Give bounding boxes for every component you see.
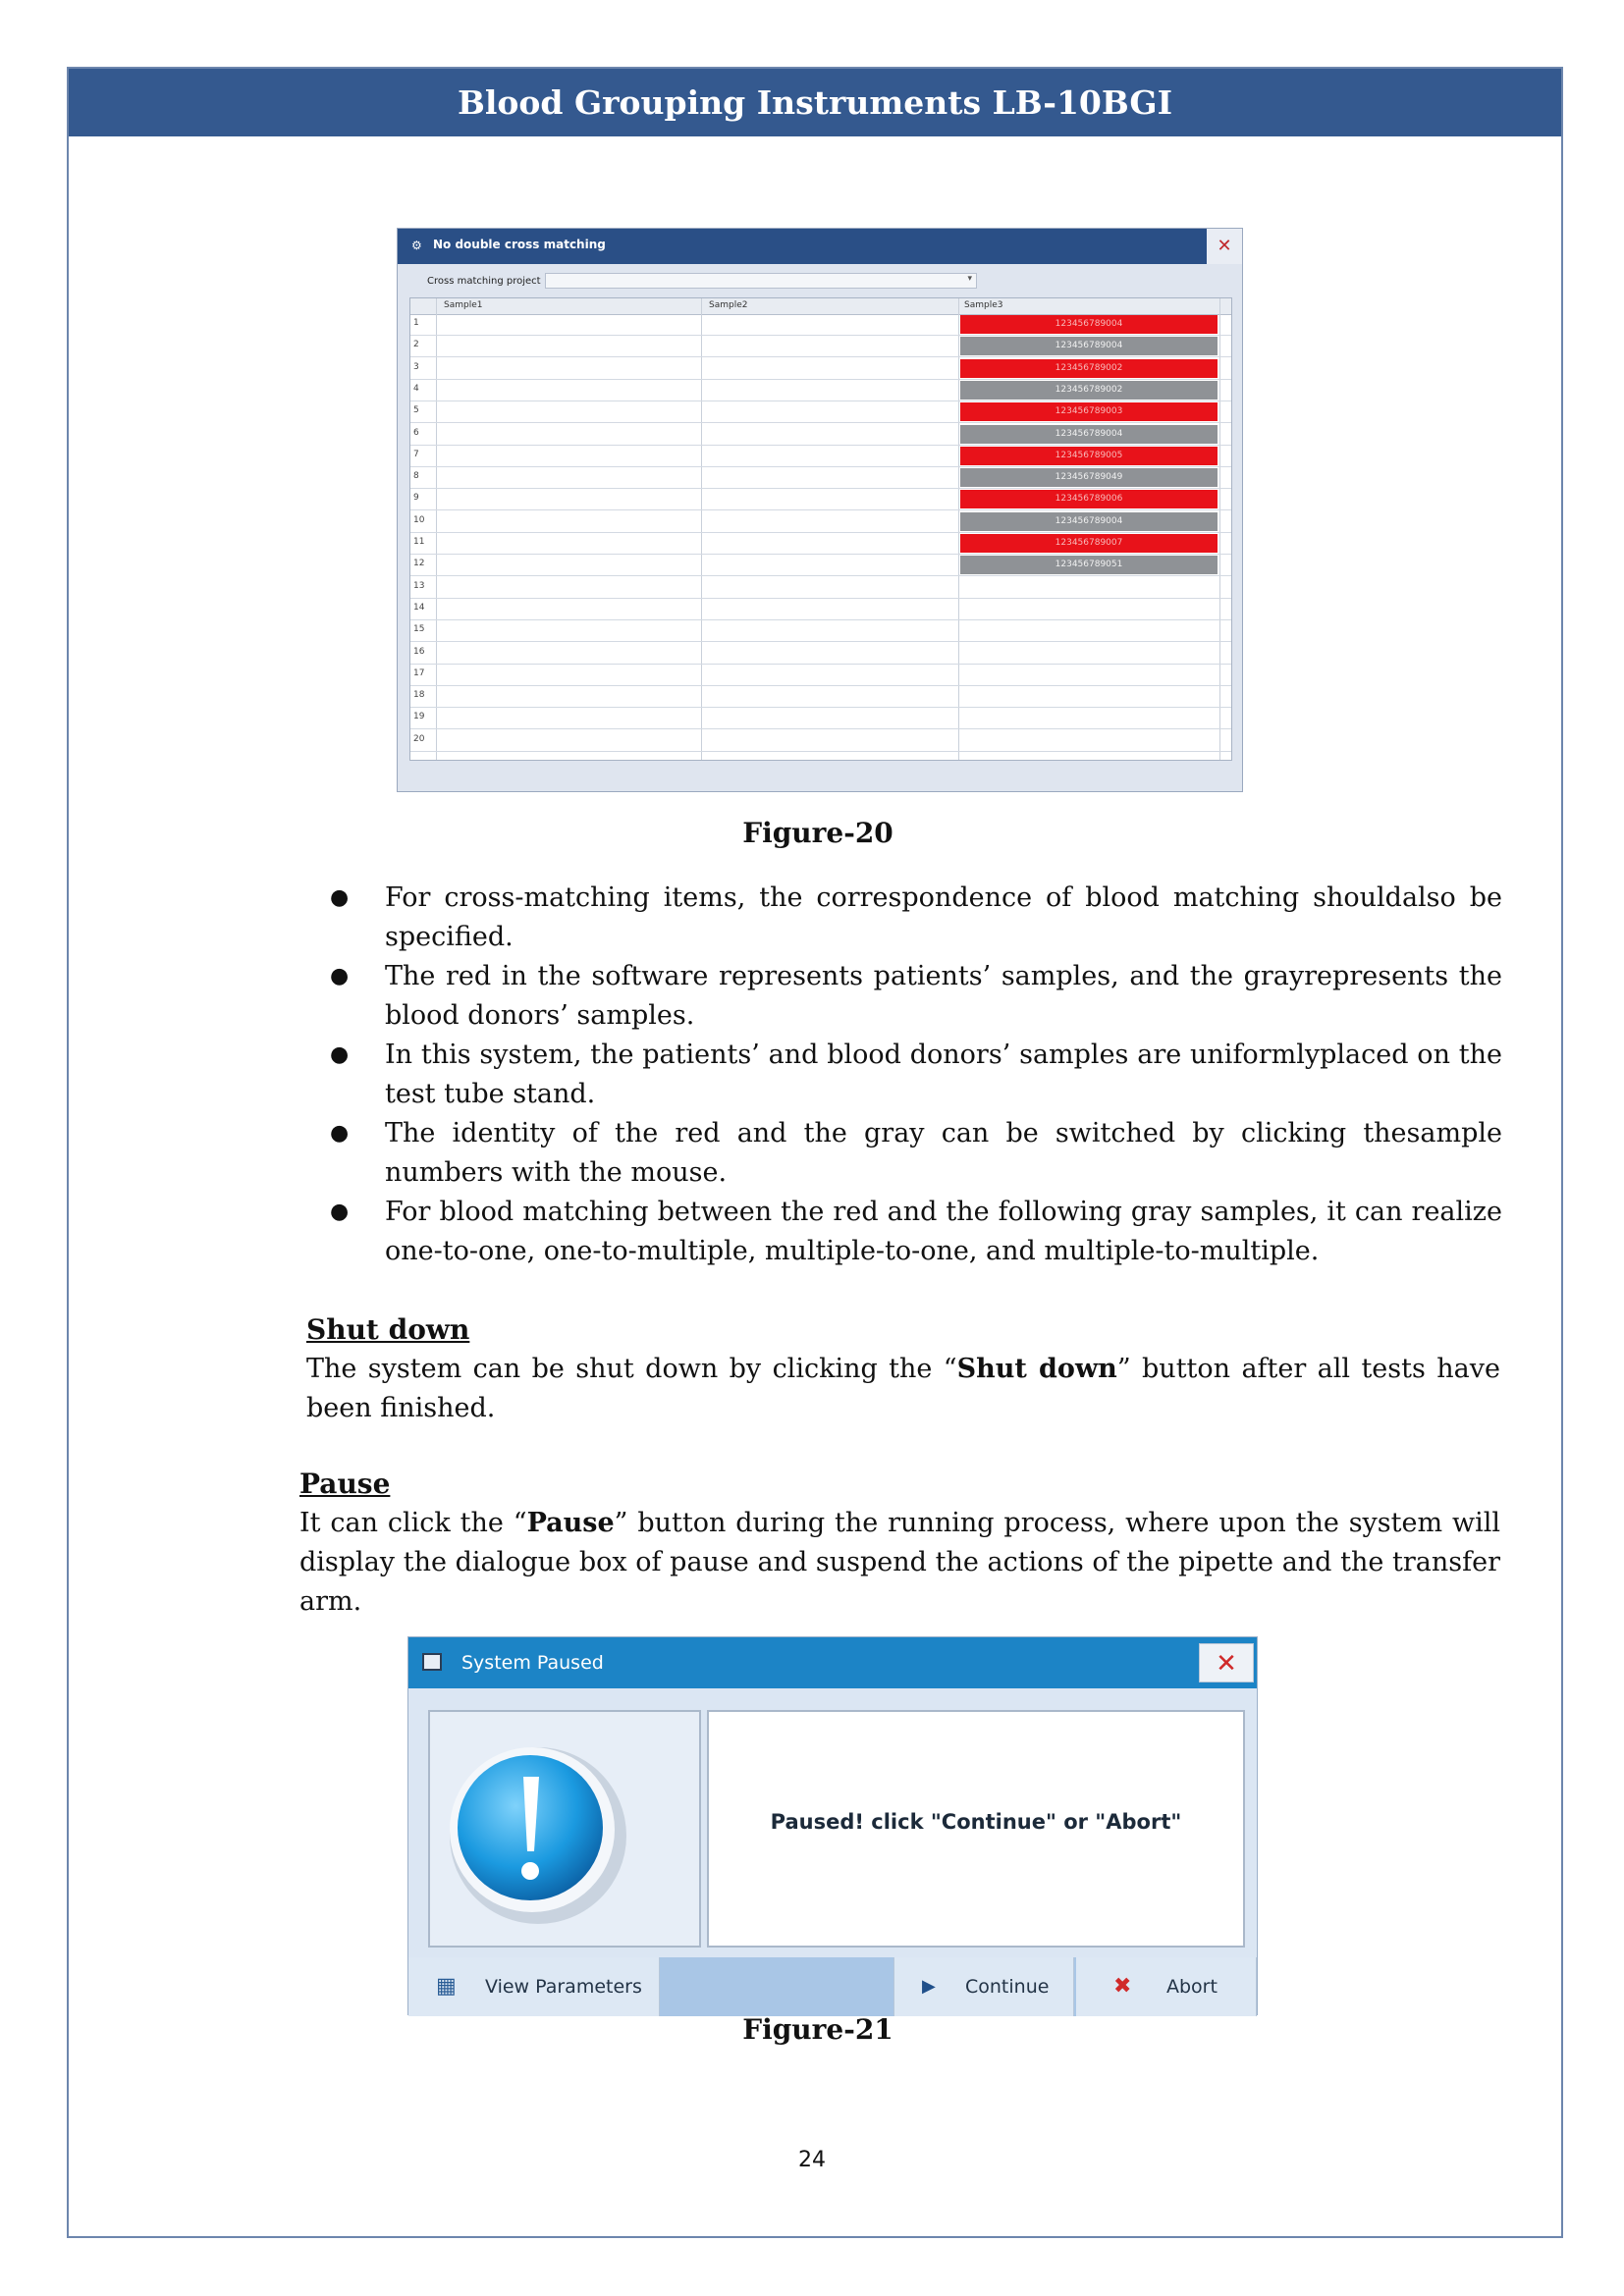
- table-row[interactable]: [410, 686, 1231, 708]
- row-number: 3: [413, 361, 419, 372]
- row-number: 17: [413, 667, 425, 678]
- project-label: Cross matching project: [427, 276, 541, 287]
- bullet-item: ● For blood matching between the red and the following gray samples, it can realize one-to-one, one-to-multiple, multiple-to-one, and multiple-to-multiple.: [330, 1197, 1502, 1266]
- row-number: 1: [413, 318, 419, 328]
- figure-21-caption: Figure-21: [742, 2013, 893, 2046]
- row-number: 6: [413, 427, 419, 438]
- table-row[interactable]: [410, 511, 1231, 533]
- row-number: 15: [413, 624, 425, 635]
- continue-label: Continue: [965, 1976, 1050, 1998]
- row-number: 11: [413, 537, 425, 547]
- sample3-cell[interactable]: 123456789004: [960, 512, 1218, 531]
- dialog-titlebar: [408, 1637, 1257, 1688]
- table-row[interactable]: [410, 599, 1231, 620]
- sample3-cell[interactable]: 123456789005: [960, 447, 1218, 465]
- row-number: 5: [413, 405, 419, 416]
- table-row[interactable]: [410, 446, 1231, 467]
- pause-bold: Pause: [526, 1508, 615, 1538]
- table-row[interactable]: [410, 577, 1231, 599]
- table-row[interactable]: [410, 380, 1231, 401]
- row-number: 18: [413, 690, 425, 701]
- dialog-title: System Paused: [461, 1652, 604, 1674]
- abort-label: Abort: [1166, 1976, 1218, 1998]
- table-row[interactable]: [410, 401, 1231, 423]
- pause-heading: Pause: [299, 1468, 391, 1500]
- message-panel: [707, 1710, 1245, 1948]
- page-number: 24: [798, 2148, 826, 2172]
- sample3-cell[interactable]: 123456789003: [960, 402, 1218, 421]
- bullet-item: ● The red in the software represents patients’ samples, and the grayrepresents the blood donors’ samples.: [330, 961, 1502, 1031]
- table-row[interactable]: [410, 533, 1231, 555]
- bullet-list: [324, 879, 1502, 1271]
- close-icon[interactable]: ✕: [1199, 1643, 1254, 1682]
- bullet-text: The identity of the red and the gray can be switched by clicking thesample numbers with the mouse.: [385, 1118, 1502, 1188]
- sample3-cell[interactable]: 123456789004: [960, 315, 1218, 334]
- shutdown-bold: Shut down: [956, 1354, 1117, 1384]
- figure-20-screenshot: [397, 228, 1243, 792]
- window-titlebar: [398, 229, 1242, 264]
- row-number: 9: [413, 493, 419, 504]
- bullet-text: In this system, the patients’ and blood donors’ samples are uniformlyplaced on the test tube stand.: [385, 1040, 1502, 1109]
- alert-icon-panel: [428, 1710, 701, 1948]
- table-row[interactable]: [410, 730, 1231, 752]
- pause-message: Paused! click "Continue" or "Abort": [770, 1810, 1182, 1834]
- row-number: 19: [413, 712, 425, 722]
- pause-text: It can click the “: [299, 1508, 527, 1538]
- row-number: 8: [413, 471, 419, 482]
- row-number: 13: [413, 580, 425, 591]
- shutdown-text: The system can be shut down by clicking the “: [306, 1354, 957, 1384]
- sample3-cell[interactable]: 123456789004: [960, 337, 1218, 355]
- window-icon: [422, 1653, 442, 1671]
- sample-grid: [409, 297, 1232, 761]
- table-row[interactable]: [410, 358, 1231, 380]
- app-icon: ⚙: [411, 239, 422, 252]
- bullet-item: ● In this system, the patients’ and blood donors’ samples are uniformlyplaced on the test tube stand.: [330, 1040, 1502, 1109]
- exclamation-icon: [430, 1712, 699, 1946]
- figure-21-dialog: [407, 1636, 1258, 2015]
- column-header-sample1[interactable]: Sample1: [444, 300, 483, 310]
- close-icon[interactable]: ✕: [1207, 229, 1242, 264]
- table-row[interactable]: [410, 708, 1231, 729]
- sample3-cell[interactable]: 123456789002: [960, 381, 1218, 400]
- shutdown-text-after: ” button after all tests have been finished.: [306, 1354, 1500, 1423]
- bullet-text: The red in the software represents patients’ samples, and the grayrepresents the blood donors’ samples.: [385, 961, 1502, 1031]
- table-row[interactable]: [410, 643, 1231, 665]
- row-number: 4: [413, 383, 419, 394]
- sample3-cell[interactable]: 123456789002: [960, 359, 1218, 378]
- column-header-sample3[interactable]: Sample3: [964, 300, 1003, 310]
- close-icon: ✖: [1113, 1974, 1132, 1999]
- row-number: 20: [413, 733, 425, 744]
- sample3-cell[interactable]: 123456789006: [960, 490, 1218, 508]
- shutdown-heading: Shut down: [306, 1313, 470, 1346]
- view-parameters-label: View Parameters: [485, 1976, 642, 1998]
- shutdown-paragraph: [306, 1350, 1500, 1428]
- sample3-cell[interactable]: 123456789051: [960, 556, 1218, 574]
- table-row[interactable]: [410, 489, 1231, 510]
- bullet-text: For blood matching between the red and the following gray samples, it can realize one-to-one, one-to-multiple, multiple-to-one, and multiple-to-multiple.: [385, 1197, 1502, 1266]
- row-number: 10: [413, 514, 425, 525]
- pause-text-after: ” button during the running process, where upon the system will display the dialogue box of pause and suspend the actions of the pipette and the transfer arm.: [299, 1508, 1500, 1617]
- table-row[interactable]: [410, 620, 1231, 642]
- table-row[interactable]: [410, 467, 1231, 489]
- view-parameters-button[interactable]: [408, 1957, 660, 2016]
- table-row[interactable]: [410, 314, 1231, 336]
- table-row[interactable]: [410, 555, 1231, 576]
- figure-20-caption: Figure-20: [742, 817, 893, 849]
- row-number: 16: [413, 646, 425, 657]
- sample3-cell[interactable]: 123456789049: [960, 468, 1218, 487]
- grid-header: [410, 298, 1231, 315]
- row-number: 12: [413, 559, 425, 569]
- row-number: 7: [413, 449, 419, 459]
- bullet-text: For cross-matching items, the correspondence of blood matching shouldalso be specified.: [385, 882, 1502, 952]
- table-row[interactable]: [410, 424, 1231, 446]
- column-header-sample2[interactable]: Sample2: [709, 300, 748, 310]
- project-select[interactable]: [545, 273, 977, 289]
- table-row[interactable]: [410, 665, 1231, 686]
- pause-paragraph: [299, 1504, 1500, 1622]
- bullet-item: ● For cross-matching items, the correspondence of blood matching shouldalso be specified.: [330, 882, 1502, 952]
- play-icon: ▶: [922, 1976, 936, 1997]
- grid-icon: ▦: [436, 1974, 457, 1999]
- table-row[interactable]: [410, 336, 1231, 357]
- page-header: Blood Grouping Instruments LB-10BGI: [69, 69, 1561, 136]
- bullet-item: ● The identity of the red and the gray can be switched by clicking thesample numbers with the mouse.: [330, 1118, 1502, 1188]
- chevron-down-icon: ▾: [967, 274, 972, 284]
- dialog-button-bar: [408, 1957, 1257, 2016]
- sample3-cell[interactable]: 123456789007: [960, 534, 1218, 553]
- window-title: No double cross matching: [433, 238, 606, 251]
- continue-button[interactable]: [893, 1957, 1074, 2016]
- row-number: 2: [413, 340, 419, 350]
- row-number: 14: [413, 602, 425, 613]
- sample3-cell[interactable]: 123456789004: [960, 425, 1218, 444]
- abort-button[interactable]: [1076, 1957, 1257, 2016]
